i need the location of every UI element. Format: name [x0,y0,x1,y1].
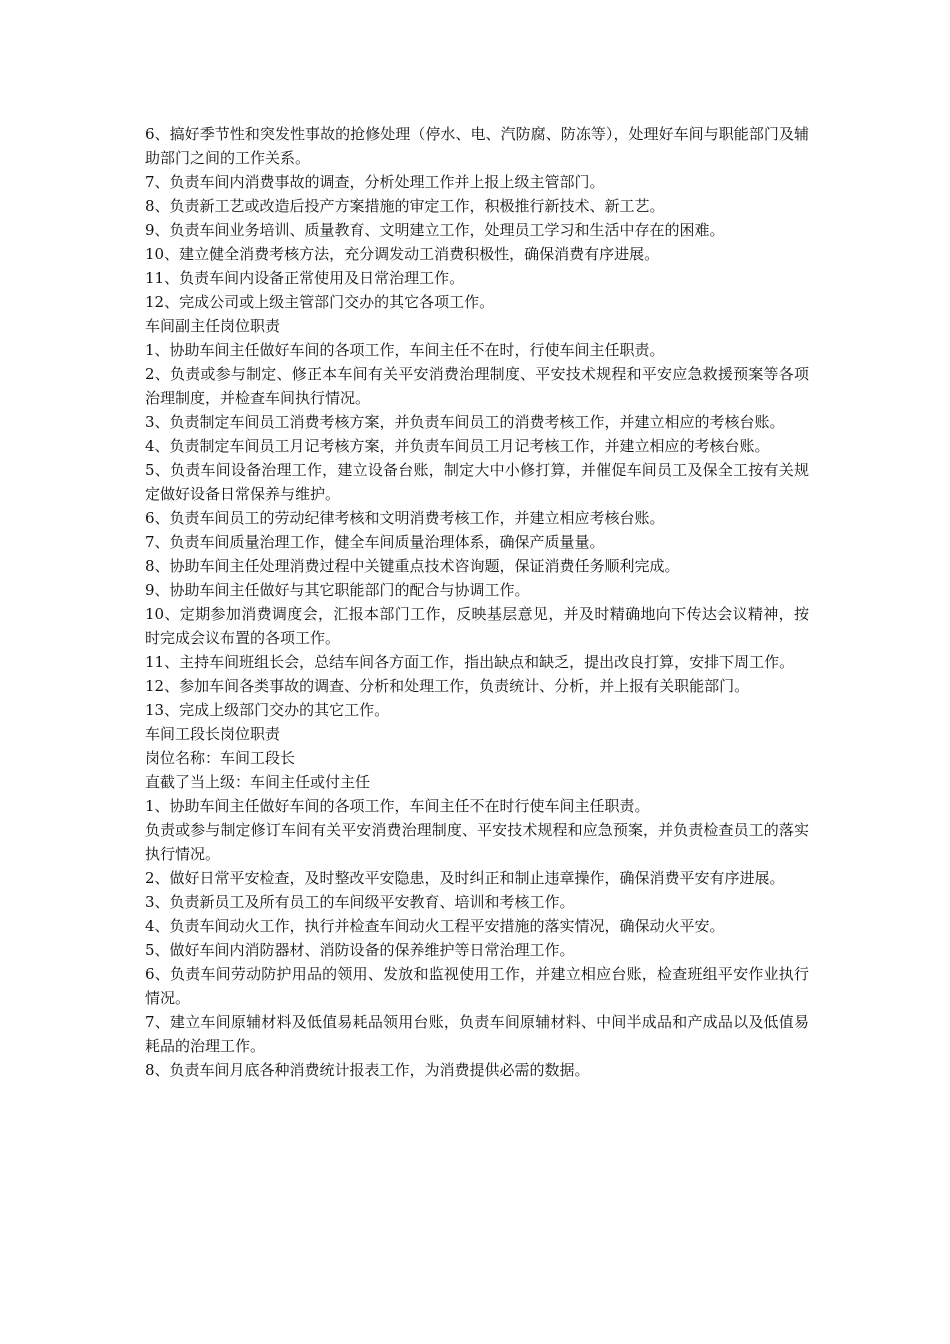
paragraph: 13、完成上级部门交办的其它工作。 [145,701,390,719]
paragraph: 10、定期参加消费调度会，汇报本部门工作，反映基层意见，并及时精确地向下传达会议精神，按时完成会议布置的各项工作。 [145,605,809,647]
paragraph: 8、负责车间月底各种消费统计报表工作，为消费提供必需的数据。 [145,1061,590,1079]
paragraph: 8、协助车间主任处理消费过程中关键重点技术咨询题，保证消费任务顺利完成。 [145,557,680,575]
paragraph: 负责或参与制定修订车间有关平安消费治理制度、平安技术规程和应急预案，并负责检查员工的落实执行情况。 [145,821,809,863]
paragraph: 直截了当上级：车间主任或付主任 [145,773,371,791]
paragraph: 6、负责车间员工的劳动纪律考核和文明消费考核工作，并建立相应考核台账。 [145,509,665,527]
paragraph: 12、完成公司或上级主管部门交办的其它各项工作。 [145,293,495,311]
paragraph: 1、协助车间主任做好车间的各项工作，车间主任不在时，行使车间主任职责。 [145,341,665,359]
section-heading: 车间工段长岗位职责 [145,725,281,743]
paragraph: 11、主持车间班组长会，总结车间各方面工作，指出缺点和缺乏，提出改良打算，安排下周工作。 [145,653,795,671]
paragraph: 4、负责制定车间员工月记考核方案，并负责车间员工月记考核工作，并建立相应的考核台账。 [145,437,770,455]
paragraph: 7、建立车间原辅材料及低值易耗品领用台账，负责车间原辅材料、中间半成品和产成品以及低值易耗品的治理工作。 [145,1013,809,1055]
paragraph: 4、负责车间动火工作，执行并检查车间动火工程平安措施的落实情况，确保动火平安。 [145,917,725,935]
paragraph: 9、负责车间业务培训、质量教育、文明建立工作，处理员工学习和生活中存在的困难。 [145,221,725,239]
paragraph: 6、搞好季节性和突发性事故的抢修处理（停水、电、汽防腐、防冻等），处理好车间与职能部门及辅助部门之间的工作关系。 [145,125,809,167]
paragraph: 5、做好车间内消防器材、消防设备的保养维护等日常治理工作。 [145,941,575,959]
paragraph: 11、负责车间内设备正常使用及日常治理工作。 [145,269,465,287]
paragraph: 2、做好日常平安检查，及时整改平安隐患，及时纠正和制止违章操作，确保消费平安有序进展。 [145,869,785,887]
paragraph: 6、负责车间劳动防护用品的领用、发放和监视使用工作，并建立相应台账，检查班组平安作业执行情况。 [145,965,809,1007]
paragraph: 1、协助车间主任做好车间的各项工作，车间主任不在时行使车间主任职责。 [145,797,650,815]
paragraph: 12、参加车间各类事故的调查、分析和处理工作，负责统计、分析，并上报有关职能部门。 [145,677,750,695]
paragraph: 3、负责制定车间员工消费考核方案，并负责车间员工的消费考核工作，并建立相应的考核台账。 [145,413,785,431]
paragraph: 10、建立健全消费考核方法，充分调发动工消费积极性，确保消费有序进展。 [145,245,660,263]
document-body [145,122,809,1082]
paragraph: 2、负责或参与制定、修正本车间有关平安消费治理制度、平安技术规程和平安应急救援预案等各项治理制度，并检查车间执行情况。 [145,365,809,407]
paragraph: 3、负责新员工及所有员工的车间级平安教育、培训和考核工作。 [145,893,575,911]
paragraph: 5、负责车间设备治理工作，建立设备台账，制定大中小修打算，并催促车间员工及保全工按有关规定做好设备日常保养与维护。 [145,461,809,503]
paragraph: 7、负责车间质量治理工作，健全车间质量治理体系，确保产质量量。 [145,533,605,551]
section-heading: 车间副主任岗位职责 [145,317,281,335]
paragraph: 9、协助车间主任做好与其它职能部门的配合与协调工作。 [145,581,530,599]
paragraph: 岗位名称：车间工段长 [145,749,296,767]
paragraph: 7、负责车间内消费事故的调查，分析处理工作并上报上级主管部门。 [145,173,605,191]
paragraph: 8、负责新工艺或改造后投产方案措施的审定工作，积极推行新技术、新工艺。 [145,197,665,215]
